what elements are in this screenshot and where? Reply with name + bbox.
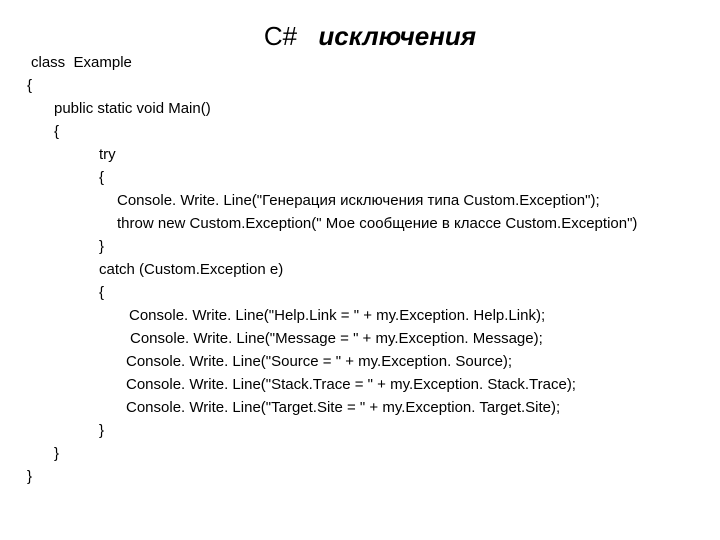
code-text: } bbox=[99, 422, 105, 439]
code-line bbox=[0, 51, 720, 74]
code-text: Console. Write. Line("Message = " + my.Exception. Message); bbox=[130, 330, 543, 347]
title-language: C# bbox=[263, 21, 298, 51]
code-line bbox=[0, 189, 720, 212]
code-listing bbox=[0, 51, 720, 488]
code-text: class Example bbox=[31, 54, 132, 71]
code-text: { bbox=[54, 123, 60, 140]
slide-title bbox=[0, 19, 720, 53]
code-line bbox=[0, 258, 720, 281]
code-text: } bbox=[27, 468, 33, 485]
code-text: } bbox=[54, 445, 60, 462]
code-line bbox=[0, 373, 720, 396]
code-line bbox=[0, 327, 720, 350]
code-line bbox=[0, 465, 720, 488]
code-line bbox=[0, 235, 720, 258]
code-line bbox=[0, 120, 720, 143]
code-line bbox=[0, 212, 720, 235]
code-line bbox=[0, 74, 720, 97]
code-text: try bbox=[99, 146, 116, 163]
code-line bbox=[0, 281, 720, 304]
code-text: throw new Custom.Exception(" Мое сообщение в классе Custom.Exception") bbox=[117, 215, 638, 232]
code-text: { bbox=[99, 169, 105, 186]
code-line bbox=[0, 442, 720, 465]
code-text: Console. Write. Line("Source = " + my.Exception. Source); bbox=[126, 353, 513, 370]
code-text: Console. Write. Line("Help.Link = " + my.Exception. Help.Link); bbox=[129, 307, 546, 324]
code-line bbox=[0, 350, 720, 373]
code-text: { bbox=[99, 284, 105, 301]
code-text: catch (Custom.Exception e) bbox=[99, 261, 284, 278]
code-text: public static void Main() bbox=[54, 100, 211, 117]
code-line bbox=[0, 396, 720, 419]
title-topic: исключения bbox=[318, 21, 477, 51]
code-line bbox=[0, 143, 720, 166]
code-text: Console. Write. Line("Stack.Trace = " + my.Exception. Stack.Trace); bbox=[126, 376, 576, 393]
code-line bbox=[0, 304, 720, 327]
code-line bbox=[0, 97, 720, 120]
code-text: { bbox=[27, 77, 33, 94]
code-text: Console. Write. Line("Target.Site = " + my.Exception. Target.Site); bbox=[126, 399, 561, 416]
code-line bbox=[0, 419, 720, 442]
code-text: Console. Write. Line("Генерация исключения типа Custom.Exception"); bbox=[117, 192, 600, 209]
code-text: } bbox=[99, 238, 105, 255]
code-line bbox=[0, 166, 720, 189]
